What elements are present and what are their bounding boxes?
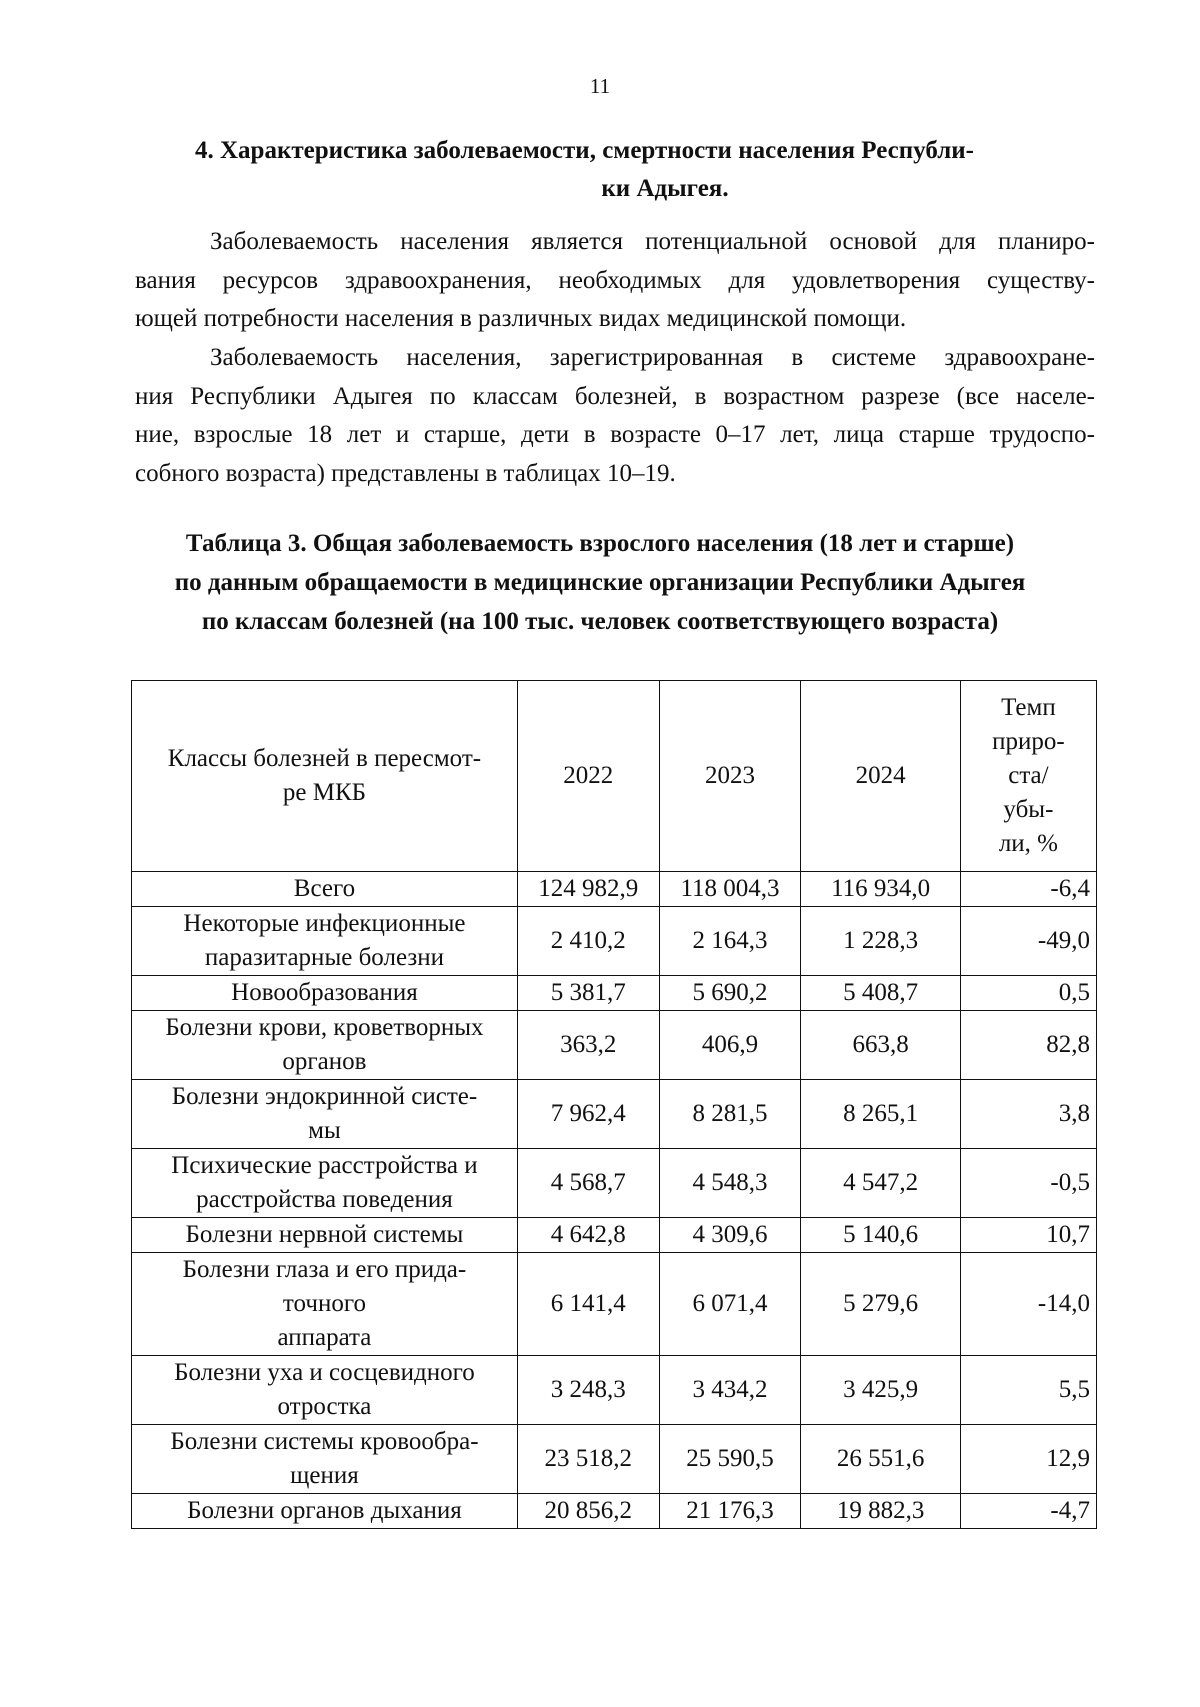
cell-growth-rate: 0,5 xyxy=(960,976,1096,1011)
cell-disease-class xyxy=(132,907,518,976)
cell-disease-class xyxy=(132,1149,518,1218)
cell-disease-class xyxy=(132,1080,518,1149)
header-disease-class-line-2: ре МКБ xyxy=(282,779,366,806)
cell-disease-class-line: Новообразования xyxy=(231,979,418,1006)
cell-2023: 8 281,5 xyxy=(659,1080,801,1149)
table-row xyxy=(132,1494,1097,1529)
cell-disease-class xyxy=(132,1218,518,1253)
cell-disease-class-line: Болезни глаза и его прида- xyxy=(182,1256,467,1283)
cell-2022: 4 568,7 xyxy=(517,1149,659,1218)
cell-disease-class-line: органов xyxy=(282,1048,367,1075)
morbidity-table xyxy=(131,680,1097,1529)
paragraph-1 xyxy=(135,223,1095,339)
cell-2023: 21 176,3 xyxy=(659,1494,801,1529)
paragraph-2 xyxy=(135,339,1095,493)
cell-2024: 5 140,6 xyxy=(801,1218,960,1253)
cell-disease-class xyxy=(132,976,518,1011)
cell-2023: 3 434,2 xyxy=(659,1356,801,1425)
cell-2024: 1 228,3 xyxy=(801,907,960,976)
table-row xyxy=(132,1253,1097,1356)
cell-growth-rate: -0,5 xyxy=(960,1149,1096,1218)
cell-disease-class-line: Болезни крови, кроветворных xyxy=(165,1014,484,1041)
table-caption-line-1: Таблица 3. Общая заболеваемость взрослого населения (18 лет и старше) xyxy=(185,530,1015,557)
cell-disease-class-line: расстройства поведения xyxy=(196,1186,453,1213)
table-caption xyxy=(100,524,1100,641)
cell-2024: 26 551,6 xyxy=(801,1425,960,1494)
cell-2024: 8 265,1 xyxy=(801,1080,960,1149)
cell-disease-class-line: паразитарные болезни xyxy=(204,944,444,971)
cell-growth-rate: 82,8 xyxy=(960,1011,1096,1080)
cell-disease-class-line: Некоторые инфекционные xyxy=(183,910,466,937)
section-title xyxy=(195,132,1095,208)
cell-2024: 5 408,7 xyxy=(801,976,960,1011)
table-row xyxy=(132,976,1097,1011)
section-title-line-1: 4. Характеристика заболеваемости, смертности населения Республи- xyxy=(195,137,974,164)
cell-growth-rate: 12,9 xyxy=(960,1425,1096,1494)
table-row xyxy=(132,872,1097,907)
table-caption-line-2: по данным обращаемости в медицинские организации Республики Адыгея xyxy=(174,569,1026,596)
header-growth-rate-line-4: убы- xyxy=(1003,796,1054,823)
cell-growth-rate: -4,7 xyxy=(960,1494,1096,1529)
header-growth-rate-line-1: Темп xyxy=(1001,694,1056,721)
cell-growth-rate: -6,4 xyxy=(960,872,1096,907)
header-2022: 2022 xyxy=(517,681,659,872)
header-growth-rate-line-3: ста/ xyxy=(1008,762,1049,789)
header-disease-class xyxy=(132,681,518,872)
cell-2024: 19 882,3 xyxy=(801,1494,960,1529)
cell-2022: 5 381,7 xyxy=(517,976,659,1011)
table-row xyxy=(132,1149,1097,1218)
cell-growth-rate: -49,0 xyxy=(960,907,1096,976)
table-row xyxy=(132,1356,1097,1425)
cell-2024: 4 547,2 xyxy=(801,1149,960,1218)
paragraph-2-line-3: ние, взрослые 18 лет и старше, дети в возрасте 0–17 лет, лица старше трудоспо- xyxy=(135,421,1095,448)
paragraph-1-line-2: вания ресурсов здравоохранения, необходимых для удовлетворения существу- xyxy=(135,266,1095,294)
cell-growth-rate: 5,5 xyxy=(960,1356,1096,1425)
cell-disease-class-line: Болезни нервной системы xyxy=(185,1221,464,1248)
paragraph-2-line-2: ния Республики Адыгея по классам болезней, в возрастном разрезе (все населе- xyxy=(135,382,1095,410)
table-row xyxy=(132,1218,1097,1253)
cell-growth-rate: -14,0 xyxy=(960,1253,1096,1356)
cell-2023: 4 309,6 xyxy=(659,1218,801,1253)
cell-2023: 4 548,3 xyxy=(659,1149,801,1218)
paragraph-1-line-3: ющей потребности населения в различных видах медицинской помощи. xyxy=(135,305,907,332)
cell-2023: 406,9 xyxy=(659,1011,801,1080)
table-row xyxy=(132,1425,1097,1494)
cell-disease-class xyxy=(132,1011,518,1080)
cell-growth-rate: 3,8 xyxy=(960,1080,1096,1149)
cell-2022: 23 518,2 xyxy=(517,1425,659,1494)
page-number: 11 xyxy=(589,74,611,98)
cell-2022: 3 248,3 xyxy=(517,1356,659,1425)
cell-2023: 118 004,3 xyxy=(659,872,801,907)
table-caption-line-3: по классам болезней (на 100 тыс. человек соответствующего возраста) xyxy=(201,608,999,635)
cell-disease-class-line: точного xyxy=(282,1290,366,1317)
table-row xyxy=(132,1011,1097,1080)
table-header-row xyxy=(132,681,1097,872)
cell-2023: 2 164,3 xyxy=(659,907,801,976)
cell-growth-rate: 10,7 xyxy=(960,1218,1096,1253)
cell-2023: 25 590,5 xyxy=(659,1425,801,1494)
cell-2024: 663,8 xyxy=(801,1011,960,1080)
cell-disease-class-line: щения xyxy=(290,1462,359,1489)
cell-disease-class-line: мы xyxy=(308,1117,341,1144)
cell-disease-class xyxy=(132,1253,518,1356)
table-row xyxy=(132,1080,1097,1149)
header-2024: 2024 xyxy=(801,681,960,872)
header-disease-class-line-1: Классы болезней в пересмот- xyxy=(167,745,482,772)
header-growth-rate-line-2: приро- xyxy=(992,728,1065,755)
cell-disease-class-line: Болезни уха и сосцевидного xyxy=(174,1359,475,1386)
header-growth-rate-line-5: ли, % xyxy=(998,830,1059,857)
header-2023: 2023 xyxy=(659,681,801,872)
cell-2022: 20 856,2 xyxy=(517,1494,659,1529)
cell-disease-class xyxy=(132,872,518,907)
cell-disease-class xyxy=(132,1425,518,1494)
cell-2024: 3 425,9 xyxy=(801,1356,960,1425)
cell-disease-class-line: Болезни эндокринной систе- xyxy=(171,1083,478,1110)
cell-disease-class xyxy=(132,1494,518,1529)
cell-2022: 363,2 xyxy=(517,1011,659,1080)
table-row xyxy=(132,907,1097,976)
cell-2022: 6 141,4 xyxy=(517,1253,659,1356)
header-growth-rate xyxy=(960,681,1096,872)
section-title-line-2: ки Адыгея. xyxy=(601,175,729,202)
cell-2022: 4 642,8 xyxy=(517,1218,659,1253)
cell-2024: 5 279,6 xyxy=(801,1253,960,1356)
cell-disease-class-line: Психические расстройства и xyxy=(171,1152,478,1179)
cell-disease-class-line: отростка xyxy=(277,1393,372,1420)
cell-2022: 124 982,9 xyxy=(517,872,659,907)
cell-2022: 7 962,4 xyxy=(517,1080,659,1149)
cell-disease-class-line: Болезни органов дыхания xyxy=(187,1497,462,1524)
cell-2022: 2 410,2 xyxy=(517,907,659,976)
paragraph-2-line-1: Заболеваемость населения, зарегистрированная в системе здравоохране- xyxy=(210,344,1095,371)
cell-2024: 116 934,0 xyxy=(801,872,960,907)
cell-disease-class-line: Всего xyxy=(293,875,356,902)
cell-2023: 5 690,2 xyxy=(659,976,801,1011)
paragraph-1-line-1: Заболеваемость населения является потенциальной основой для планиро- xyxy=(210,228,1095,255)
paragraph-2-line-4: собного возраста) представлены в таблицах 10–19. xyxy=(135,459,676,487)
cell-disease-class-line: Болезни системы кровообра- xyxy=(170,1428,479,1455)
cell-disease-class-line: аппарата xyxy=(277,1324,372,1351)
cell-2023: 6 071,4 xyxy=(659,1253,801,1356)
cell-disease-class xyxy=(132,1356,518,1425)
